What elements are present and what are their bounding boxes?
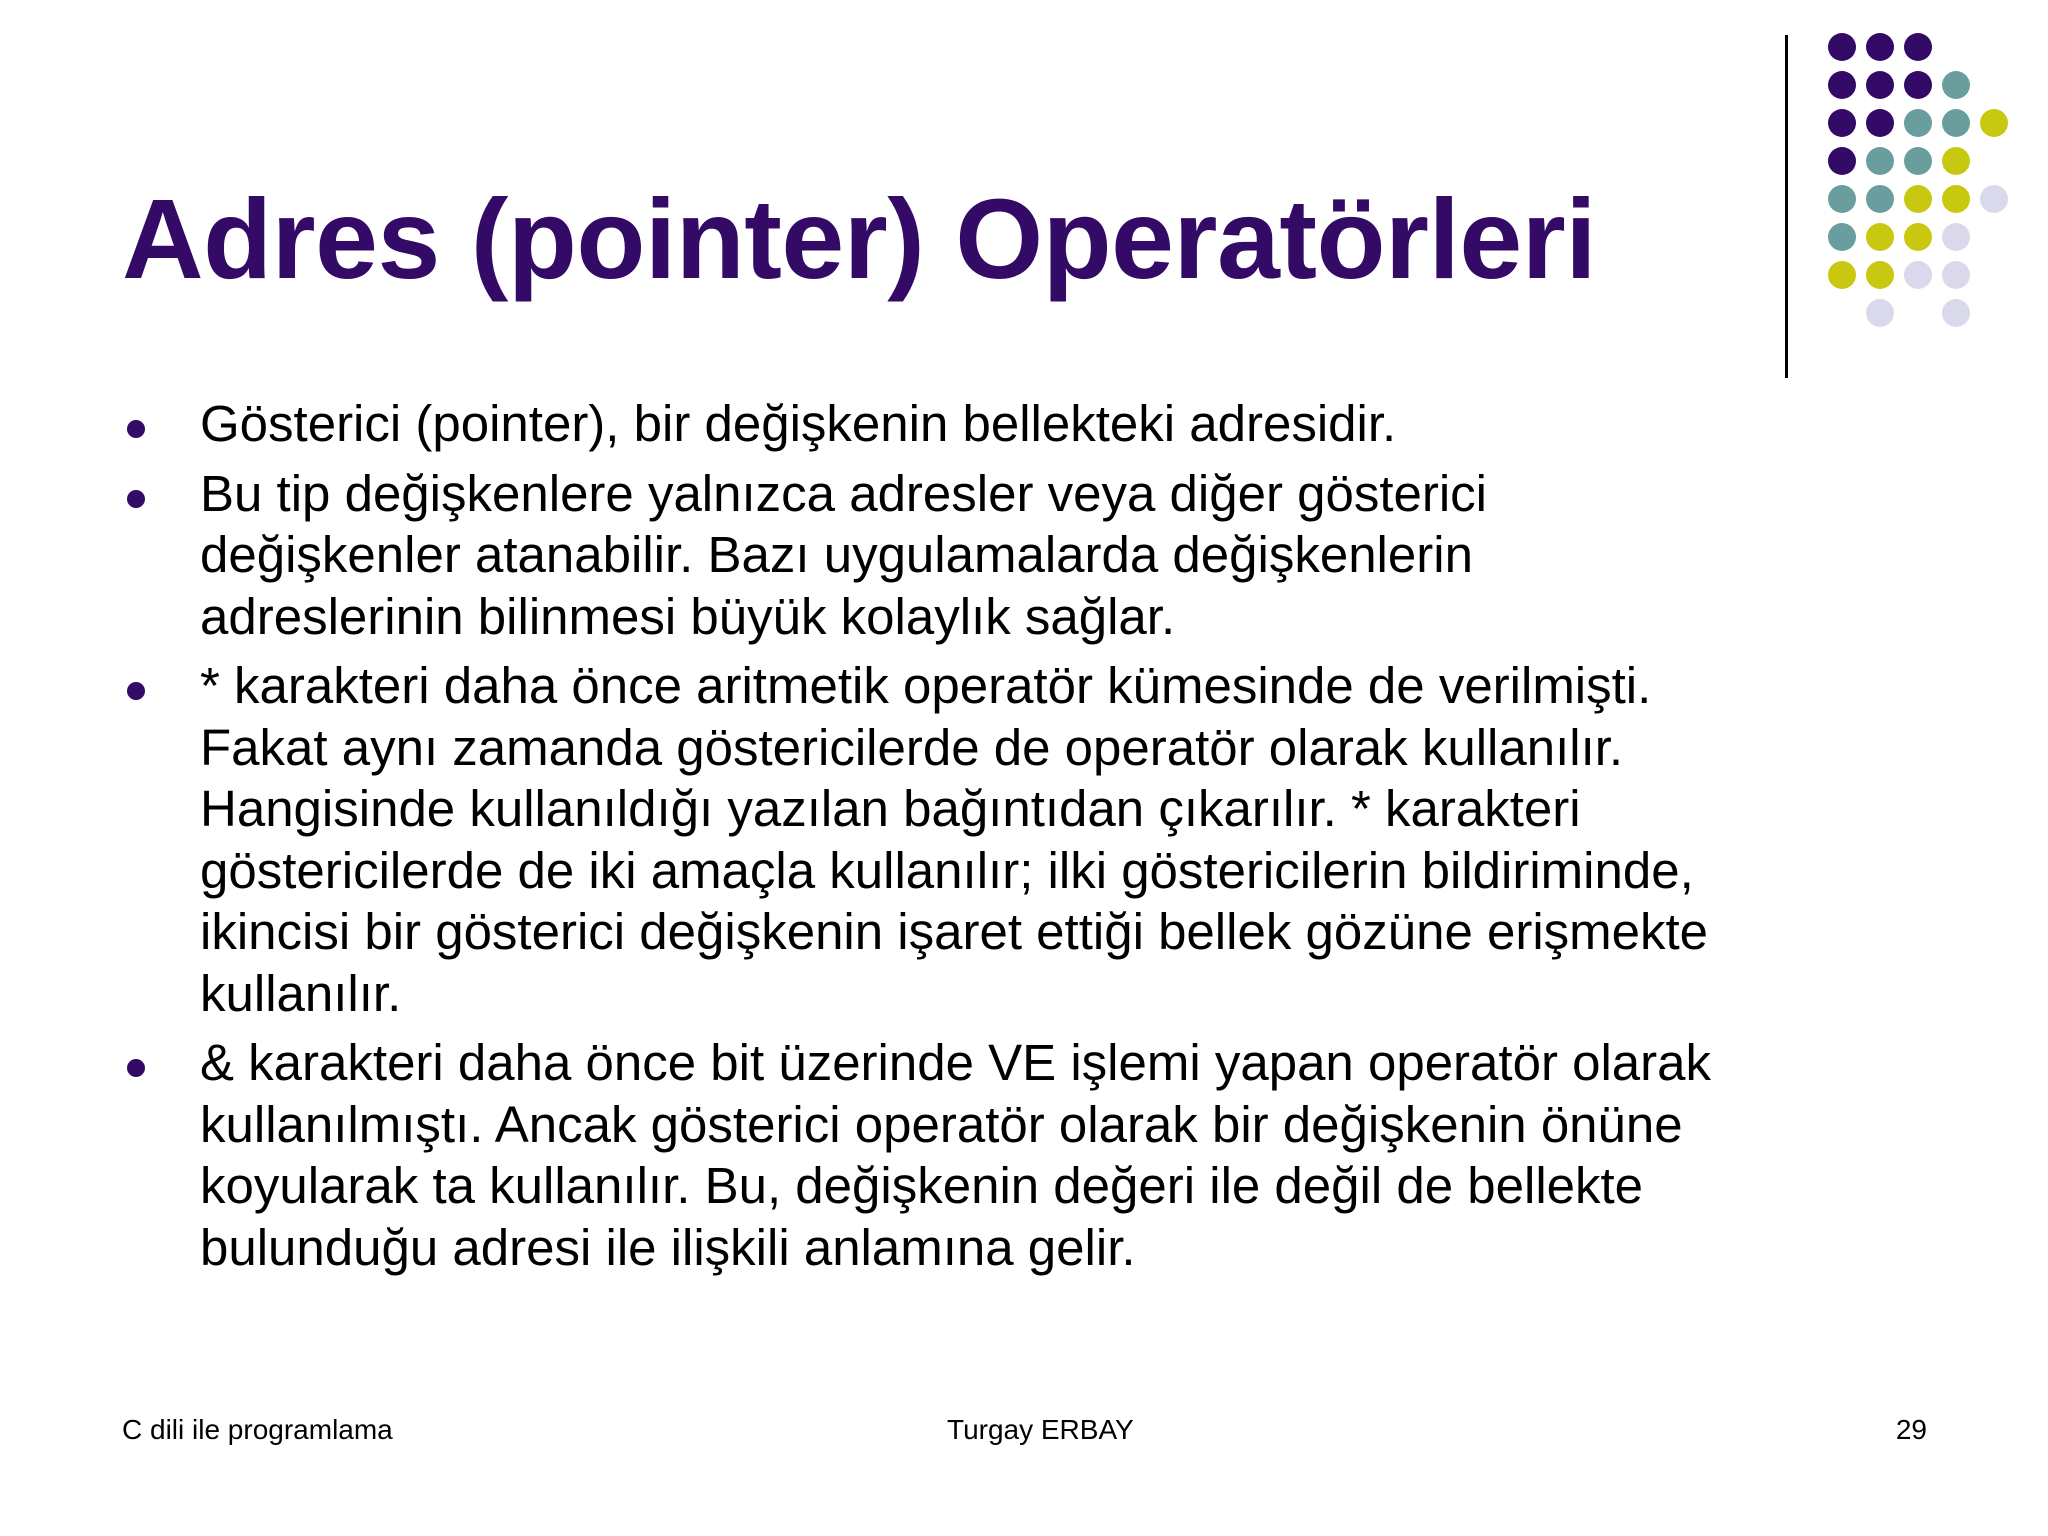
decorative-dot-lavender <box>1942 223 1970 251</box>
decorative-dot-olive <box>1828 261 1856 289</box>
decorative-dot-olive <box>1942 185 1970 213</box>
footer-course-name: C dili ile programlama <box>122 1414 393 1445</box>
decorative-dot-purple <box>1828 147 1856 175</box>
decorative-dot-olive <box>1866 261 1894 289</box>
decorative-dot-lavender <box>1942 299 1970 327</box>
decorative-dot-olive <box>1866 223 1894 251</box>
footer-author: Turgay ERBAY <box>947 1414 1134 1445</box>
decorative-dot-purple <box>1828 33 1856 61</box>
decorative-dot-olive <box>1904 223 1932 251</box>
bullet-item <box>0 655 2048 1024</box>
decorative-dot-olive <box>1942 147 1970 175</box>
title-divider-line <box>1785 35 1788 378</box>
bullet-item <box>0 393 2048 455</box>
bullet-item <box>0 463 2048 648</box>
decorative-dot-teal <box>1866 147 1894 175</box>
decorative-dot-teal <box>1942 71 1970 99</box>
decorative-dot-lavender <box>1980 185 2008 213</box>
decorative-dot-purple <box>1904 71 1932 99</box>
bullet-list <box>0 393 2048 1286</box>
decorative-dot-purple <box>1904 33 1932 61</box>
bullet-text: & karakteri daha önce bit üzerinde VE işlemi yapan operatör olarak kullanılmıştı. Ancak gösterici operatör olarak bir değişkenin önüne koyularak ta kullanılır. Bu, değişkenin değeri ile değil de bellekte bulunduğu adresi ile ilişkili anlamına gelir. <box>200 1034 1711 1276</box>
decorative-dot-purple <box>1828 109 1856 137</box>
decorative-dot-teal <box>1866 185 1894 213</box>
bullet-text: * karakteri daha önce aritmetik operatör kümesinde de verilmişti. Fakat aynı zamanda göstericilerde de operatör olarak kullanılır. Hangisinde kullanıldığı yazılan bağıntıdan çıkarılır. * karakteri göstericilerde de iki amaçla kullanılır; ilki göstericilerin bildiriminde, ikincisi bir gösterici değişkenin işaret ettiği bellek gözüne erişmekte kullanılır. <box>200 657 1709 1022</box>
bullet-dot-icon <box>127 420 145 438</box>
slide-title: Adres (pointer) Operatörleri <box>122 176 1597 302</box>
footer-page-number: 29 <box>1895 1414 1927 1445</box>
decorative-dot-teal <box>1942 109 1970 137</box>
bullet-text: Bu tip değişkenlere yalnızca adresler veya diğer gösterici değişkenler atanabilir. Bazı uygulamalarda değişkenlerin adreslerinin bilinmesi büyük kolaylık sağlar. <box>200 464 1488 645</box>
decorative-dot-teal <box>1904 147 1932 175</box>
decorative-dot-teal <box>1828 223 1856 251</box>
decorative-dot-lavender <box>1904 261 1932 289</box>
bullet-text: Gösterici (pointer), bir değişkenin bellekteki adresidir. <box>200 395 1397 452</box>
bullet-dot-icon <box>127 682 145 700</box>
decorative-dot-teal <box>1904 109 1932 137</box>
decorative-dot-olive <box>1980 109 2008 137</box>
bullet-dot-icon <box>127 1059 145 1077</box>
decorative-dot-lavender <box>1942 261 1970 289</box>
decorative-dot-purple <box>1866 33 1894 61</box>
decorative-dot-purple <box>1866 109 1894 137</box>
decorative-dot-lavender <box>1866 299 1894 327</box>
bullet-dot-icon <box>127 490 145 508</box>
decorative-dot-olive <box>1904 185 1932 213</box>
decorative-dot-purple <box>1866 71 1894 99</box>
decorative-dot-purple <box>1828 71 1856 99</box>
decorative-dot-teal <box>1828 185 1856 213</box>
bullet-item <box>0 1032 2048 1278</box>
